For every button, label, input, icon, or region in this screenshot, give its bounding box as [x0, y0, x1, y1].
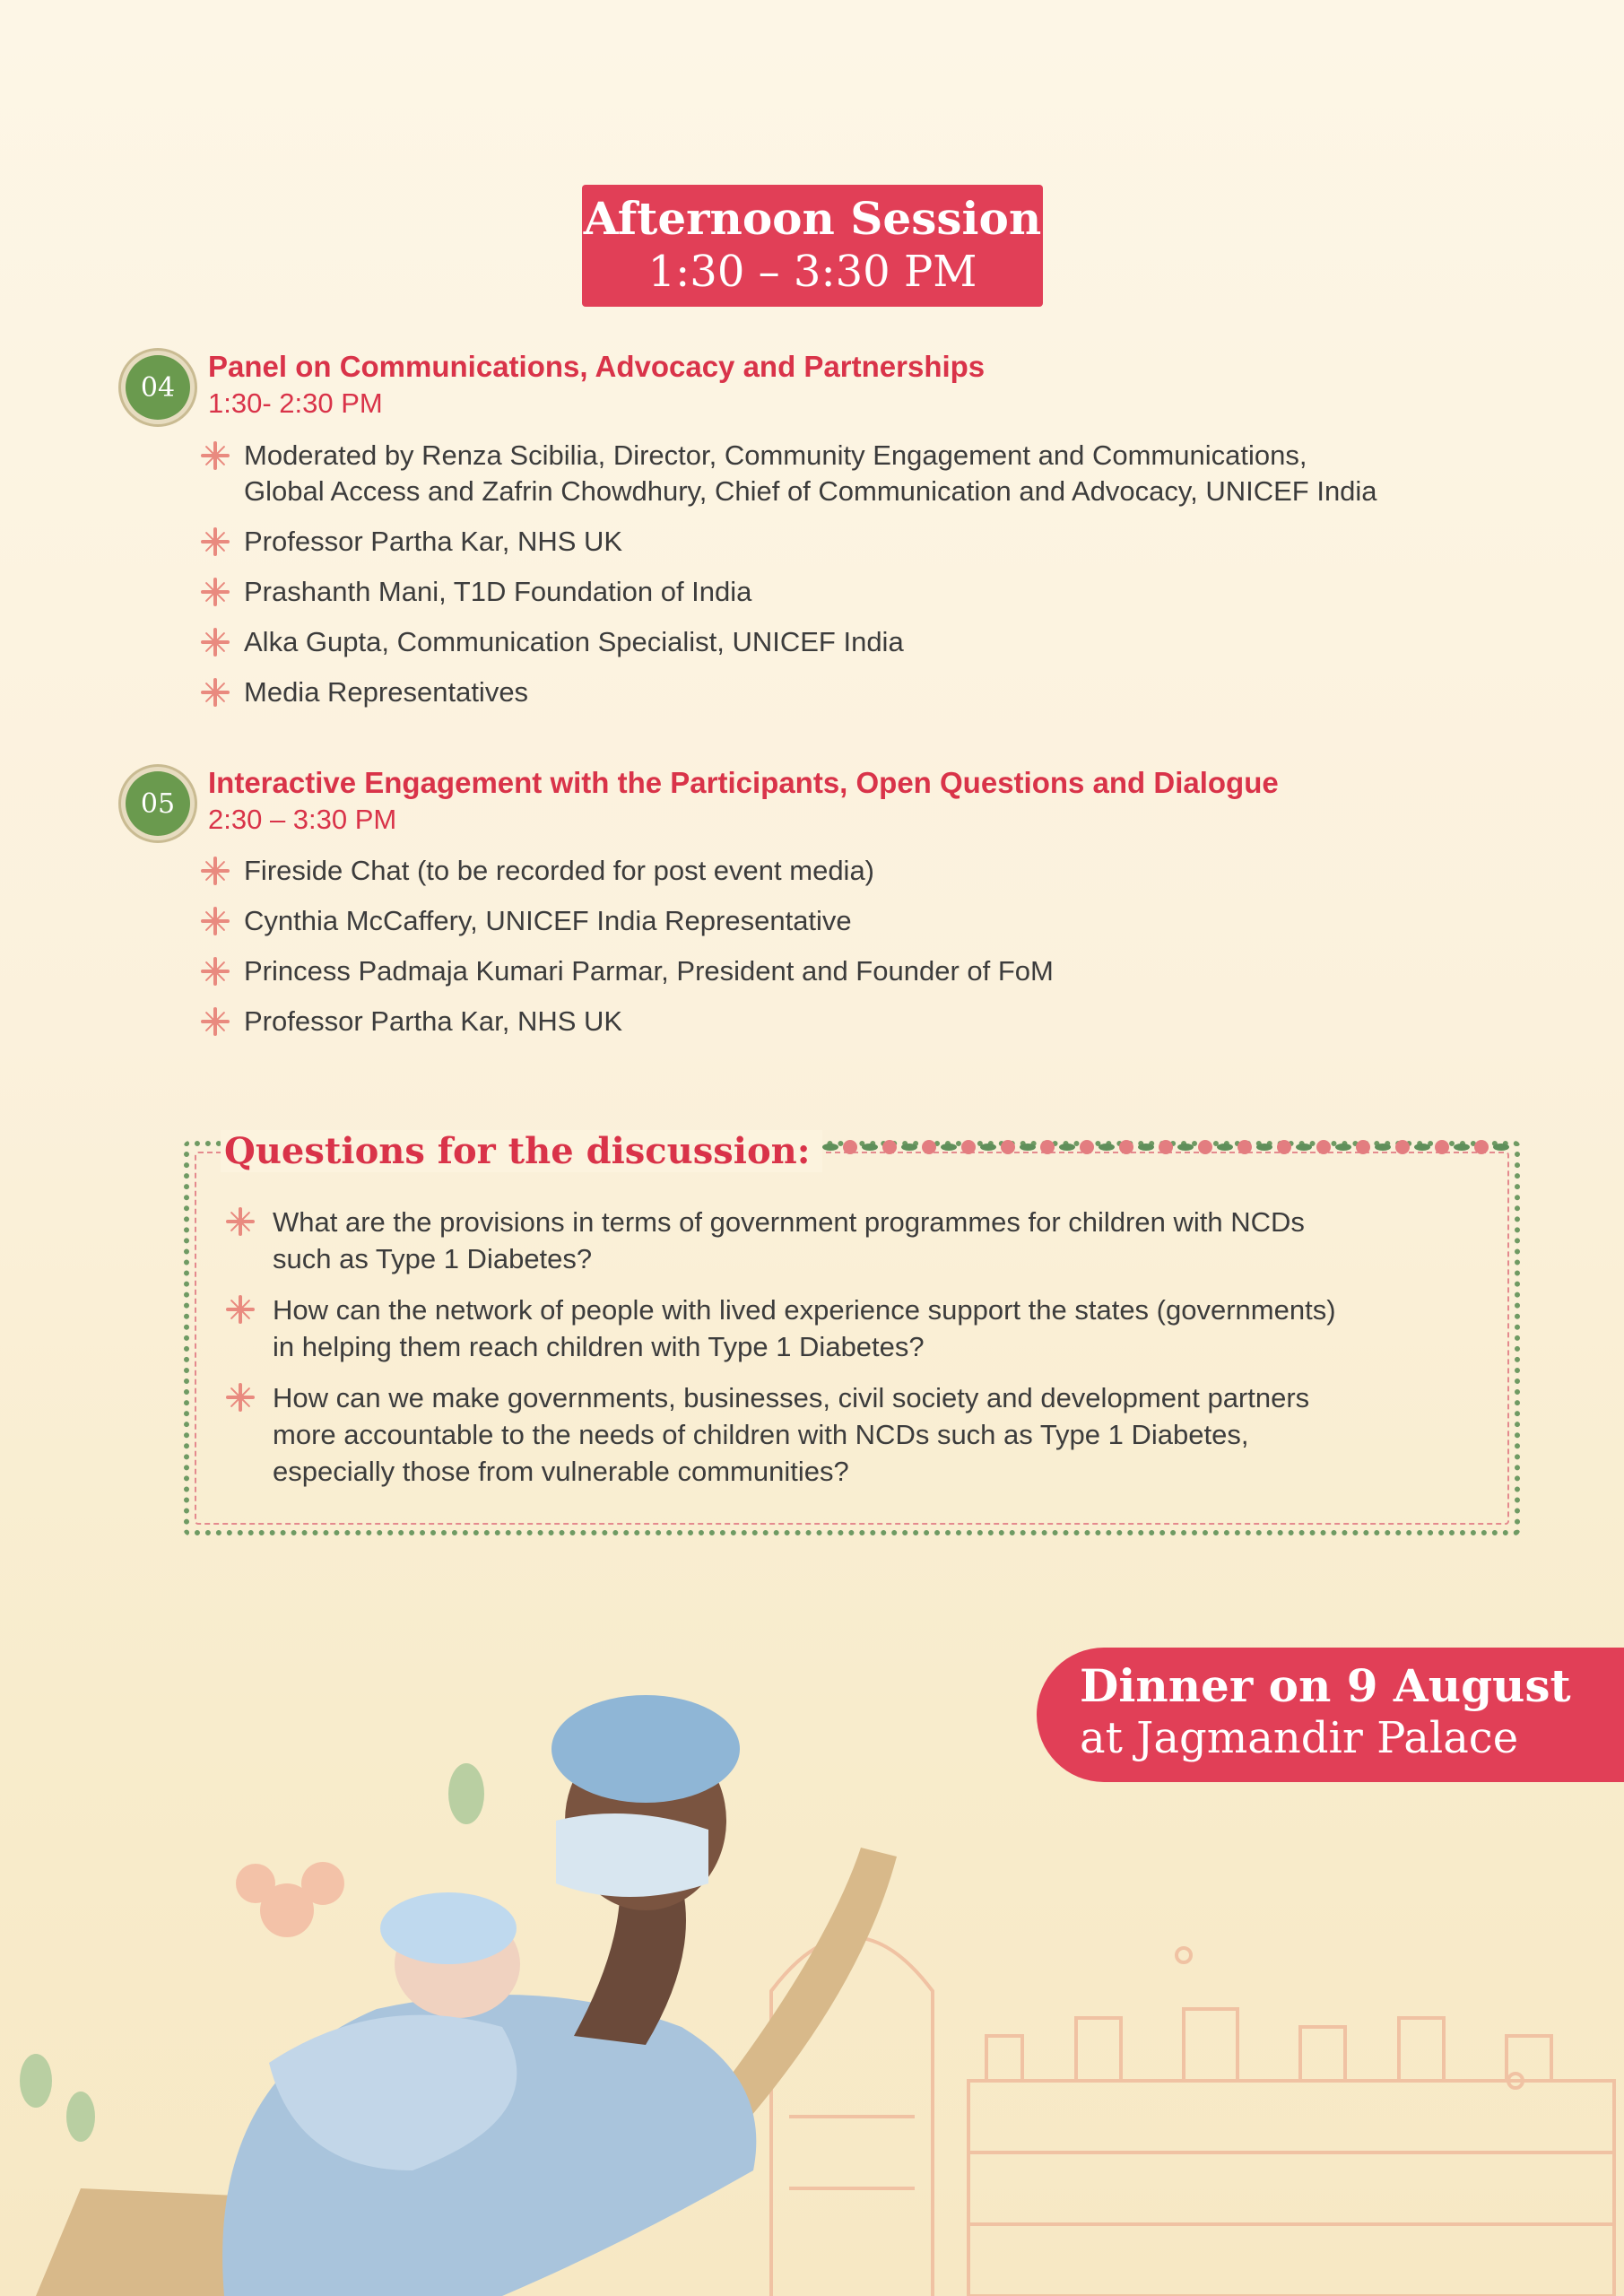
speaker-list: [199, 438, 1526, 725]
dinner-venue: at Jagmandir Palace: [1080, 1713, 1519, 1763]
question-line: more accountable to the needs of children with NCDs such as Type 1 Diabetes,: [273, 1419, 1249, 1450]
questions-title: Questions for the discussion:: [221, 1130, 822, 1172]
star-icon: [201, 578, 230, 606]
list-item: [199, 1004, 1526, 1039]
star-icon: [201, 907, 230, 935]
item-number-badge: 04: [126, 355, 190, 420]
speaker-list: [199, 853, 1526, 1054]
list-item-text: Prashanth Mani, T1D Foundation of India: [244, 576, 752, 607]
star-icon: [226, 1207, 255, 1236]
star-icon: [201, 527, 230, 556]
question-line: What are the provisions in terms of government programmes for children with NCDs: [273, 1206, 1305, 1238]
flower-icon: [236, 1862, 344, 1937]
list-item: [199, 853, 1526, 889]
star-icon: [201, 857, 230, 885]
dinner-banner: [1037, 1648, 1624, 1782]
question-item: [224, 1379, 1480, 1490]
list-item-text: Global Access and Zafrin Chowdhury, Chief of Communication and Advocacy, UNICEF India: [244, 475, 1377, 507]
question-line: especially those from vulnerable communities?: [273, 1456, 849, 1487]
face-mask-shape: [556, 1813, 708, 1897]
list-item: [199, 624, 1526, 660]
list-item: [199, 953, 1526, 989]
list-item: [199, 674, 1526, 710]
list-item: [199, 524, 1526, 560]
list-item: [199, 574, 1526, 610]
list-item: [199, 903, 1526, 939]
list-item-text: Professor Partha Kar, NHS UK: [244, 526, 623, 557]
dinner-title: Dinner on 9 August: [1080, 1659, 1571, 1712]
star-icon: [201, 441, 230, 470]
session-title: Afternoon Session: [583, 192, 1042, 245]
question-line: such as Type 1 Diabetes?: [273, 1243, 593, 1274]
question-line: How can we make governments, businesses, civil society and development partners: [273, 1382, 1310, 1413]
list-item-text: Cynthia McCaffery, UNICEF India Representative: [244, 905, 852, 936]
list-item-text: Princess Padmaja Kumari Parmar, President and Founder of FoM: [244, 955, 1054, 987]
list-item: [199, 438, 1526, 474]
star-icon: [201, 957, 230, 986]
session-time: 1:30 – 3:30 PM: [647, 247, 977, 297]
star-icon: [201, 628, 230, 657]
item-number-badge: 05: [126, 771, 190, 836]
list-item-text: Alka Gupta, Communication Specialist, UNICEF India: [244, 626, 904, 657]
item-time: 2:30 – 3:30 PM: [208, 804, 397, 835]
list-item-text: Moderated by Renza Scibilia, Director, Community Engagement and Communications,: [244, 439, 1307, 471]
list-item-text: Professor Partha Kar, NHS UK: [244, 1005, 623, 1037]
list-item: [199, 474, 1526, 509]
question-line: How can the network of people with lived experience support the states (governments): [273, 1294, 1336, 1326]
surgical-cap-shape: [551, 1695, 740, 1803]
question-item: [224, 1292, 1480, 1365]
item-title: Interactive Engagement with the Participants, Open Questions and Dialogue: [208, 766, 1279, 799]
star-icon: [226, 1295, 255, 1324]
question-item: [224, 1204, 1480, 1277]
list-item-text: Media Representatives: [244, 676, 529, 708]
star-icon: [201, 678, 230, 707]
item-title: Panel on Communications, Advocacy and Partnerships: [208, 350, 986, 383]
floral-garland-icon: [762, 1135, 1515, 1159]
star-icon: [201, 1007, 230, 1036]
star-icon: [226, 1383, 255, 1412]
session-header: [582, 185, 1043, 307]
questions-list: [224, 1204, 1480, 1504]
item-time: 1:30- 2:30 PM: [208, 387, 383, 419]
list-item-text: Fireside Chat (to be recorded for post event media): [244, 855, 875, 886]
question-line: in helping them reach children with Type 1 Diabetes?: [273, 1331, 925, 1362]
palace-outline-icon: [771, 1937, 1614, 2296]
